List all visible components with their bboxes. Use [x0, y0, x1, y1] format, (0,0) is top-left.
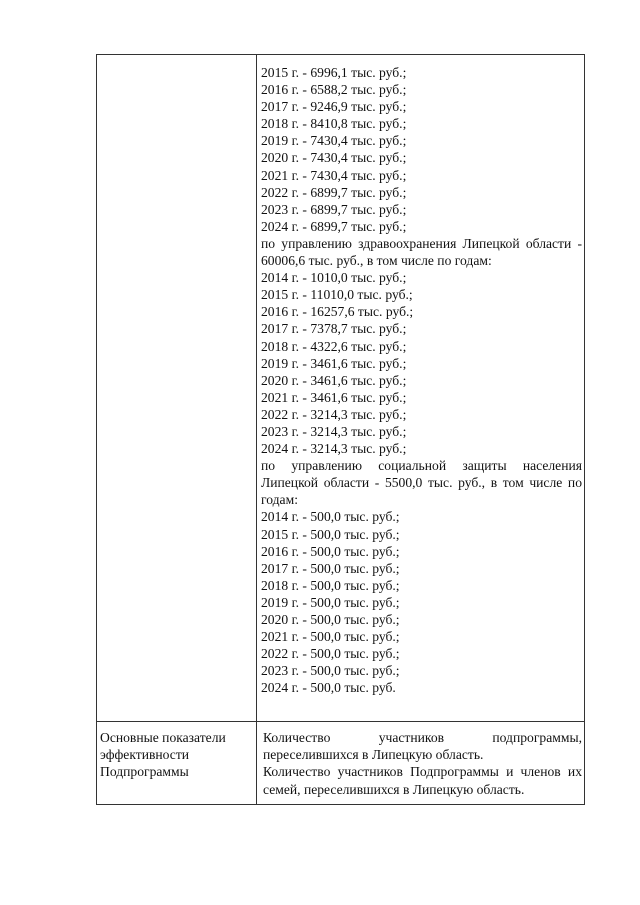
health-funding-line: 2017 г. - 7378,7 тыс. руб.;	[261, 321, 407, 337]
social-funding-line: 2022 г. - 500,0 тыс. руб.;	[261, 646, 400, 662]
social-funding-line: 2014 г. - 500,0 тыс. руб.;	[261, 509, 400, 525]
social-funding-line: 2024 г. - 500,0 тыс. руб.	[261, 680, 396, 696]
indicator-item: Количество участников подпрограммы, переселившихся в Липецкую область.	[263, 730, 582, 763]
funding-cell	[257, 55, 585, 722]
social-funding-line: 2023 г. - 500,0 тыс. руб.;	[261, 663, 400, 679]
social-dept-heading: по управлению социальной защиты населения Липецкой области - 5500,0 тыс. руб., в том числе по годам:	[261, 458, 582, 508]
social-funding-line: 2015 г. - 500,0 тыс. руб.;	[261, 526, 400, 542]
social-funding-line: 2016 г. - 500,0 тыс. руб.;	[261, 543, 400, 559]
social-funding-line: 2019 г. - 500,0 тыс. руб.;	[261, 594, 400, 610]
indicator-item: Количество участников Подпрограммы и членов их семей, переселившихся в Липецкую область.	[263, 764, 582, 797]
health-funding-line: 2015 г. - 11010,0 тыс. руб.;	[261, 287, 413, 303]
funding-line: 2015 г. - 6996,1 тыс. руб.;	[261, 65, 407, 80]
funding-line: 2017 г. - 9246,9 тыс. руб.;	[261, 99, 407, 115]
health-funding-line: 2018 г. - 4322,6 тыс. руб.;	[261, 338, 407, 354]
social-funding-line: 2021 г. - 500,0 тыс. руб.;	[261, 629, 400, 645]
funding-line: 2018 г. - 8410,8 тыс. руб.;	[261, 116, 407, 132]
health-funding-line: 2021 г. - 3461,6 тыс. руб.;	[261, 389, 407, 405]
funding-line: 2016 г. - 6588,2 тыс. руб.;	[261, 82, 407, 98]
social-funding-line: 2020 г. - 500,0 тыс. руб.;	[261, 612, 400, 627]
health-funding-line: 2016 г. - 16257,6 тыс. руб.;	[261, 304, 414, 320]
social-funding-line: 2017 г. - 500,0 тыс. руб.;	[261, 560, 400, 576]
funding-line: 2023 г. - 6899,7 тыс. руб.;	[261, 201, 407, 217]
table-row	[97, 722, 585, 805]
indicators-label: Основные показатели эффективности Подпрограммы	[100, 730, 226, 779]
health-funding-line: 2020 г. - 3461,6 тыс. руб.;	[261, 372, 407, 388]
social-funding-line: 2018 г. - 500,0 тыс. руб.;	[261, 577, 400, 593]
funding-line: 2024 г. - 6899,7 тыс. руб.;	[261, 218, 407, 234]
funding-line: 2022 г. - 6899,7 тыс. руб.;	[261, 184, 407, 200]
indicators-content-cell	[257, 722, 585, 805]
health-dept-heading: по управлению здравоохранения Липецкой области - 60006,6 тыс. руб., в том числе по годам:	[261, 235, 582, 269]
table-row	[97, 55, 585, 722]
health-funding-line: 2022 г. - 3214,3 тыс. руб.;	[261, 406, 407, 422]
empty-label-cell	[97, 55, 257, 722]
indicators-label-cell	[97, 722, 257, 805]
funding-line: 2019 г. - 7430,4 тыс. руб.;	[261, 133, 407, 149]
subprogram-passport-table	[96, 54, 585, 805]
health-funding-line: 2014 г. - 1010,0 тыс. руб.;	[261, 270, 407, 286]
health-funding-line: 2019 г. - 3461,6 тыс. руб.;	[261, 355, 407, 371]
health-funding-line: 2024 г. - 3214,3 тыс. руб.;	[261, 441, 407, 457]
funding-line: 2021 г. - 7430,4 тыс. руб.;	[261, 167, 407, 183]
funding-line: 2020 г. - 7430,4 тыс. руб.;	[261, 150, 407, 166]
health-funding-line: 2023 г. - 3214,3 тыс. руб.;	[261, 423, 407, 439]
